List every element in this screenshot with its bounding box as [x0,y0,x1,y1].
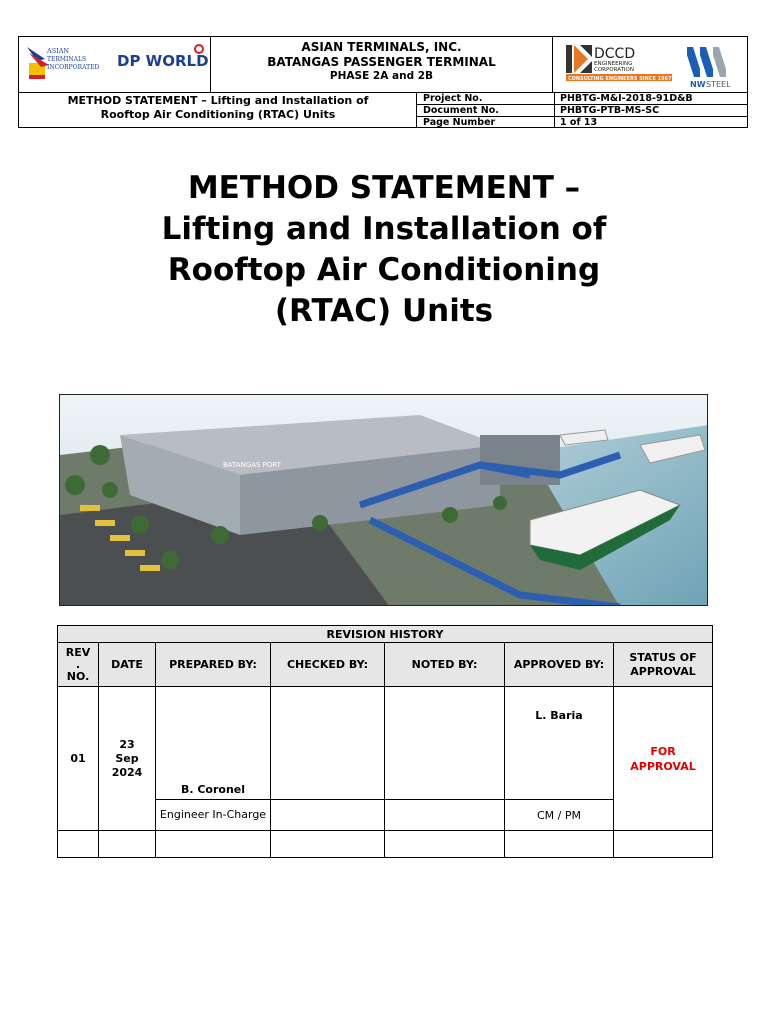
main-title [0,168,768,332]
title-line-1: METHOD STATEMENT – [187,170,581,206]
prepared-by-name: B. Coronel [156,687,271,800]
document-header [18,36,748,128]
prepared-by-role: Engineer In-Charge [156,800,271,831]
svg-text:STEEL: STEEL [706,80,731,89]
empty-cell [271,831,385,858]
terminal-rendering-image [59,394,708,606]
date-value: 23 Sep 2024 [99,687,156,831]
empty-cell [156,831,271,858]
ati-text: ASIAN [47,47,70,55]
title-line-4: (RTAC) Units [274,293,494,329]
status-of-approval-value: FOR APPROVAL [614,687,713,831]
col-approved-by: APPROVED BY: [505,643,614,687]
doc-title-line-1: METHOD STATEMENT – Lifting and Installation of [67,94,369,107]
company-name: ASIAN TERMINALS, INC. [301,40,462,54]
svg-text:TERMINALS: TERMINALS [47,56,87,63]
rev-no-value: 01 [58,687,99,831]
asian-terminals-logo [23,39,209,91]
empty-cell [58,831,99,858]
col-status-of-approval: STATUS OF APPROVAL [614,643,713,687]
empty-cell [385,831,505,858]
empty-cell [505,831,614,858]
svg-text:INCORPORATED: INCORPORATED [47,64,100,71]
project-no-label: Project No. [423,93,483,104]
checked-by-role-cell [271,800,385,831]
approved-by-name: L. Baria [505,687,614,800]
terminal-rendering-graphic [60,395,708,606]
ati-dpworld-logo-graphic [23,39,209,91]
building-sign-text: BATANGAS PORT [223,461,282,469]
svg-text:ENGINEERING: ENGINEERING [594,61,633,67]
dp-world-text: DP WORLD [117,52,209,70]
title-line-2: Lifting and Installation of [161,211,607,247]
col-prepared-by: PREPARED BY: [156,643,271,687]
checked-by-cell [271,687,385,800]
empty-cell [99,831,156,858]
project-no-value: PHBTG-M&I-2018-91D&B [560,93,693,104]
approved-by-role: CM / PM [505,800,614,831]
dccd-nwsteel-logo-graphic [554,39,747,91]
document-no-value: PHBTG-PTB-MS-SC [560,105,660,116]
col-date: DATE [99,643,156,687]
title-line-3: Rooftop Air Conditioning [167,252,601,288]
page-number-value: 1 of 13 [560,117,598,128]
empty-cell [614,831,713,858]
phase-label: PHASE 2A and 2B [329,70,434,82]
consultant-logos [554,39,747,91]
col-rev-no: REV . NO. [58,643,99,687]
svg-text:CONSULTING ENGINEERS SINCE 196: CONSULTING ENGINEERS SINCE 1967 [568,76,672,82]
noted-by-role-cell [385,800,505,831]
col-noted-by: NOTED BY: [385,643,505,687]
doc-title-line-2: Rooftop Air Conditioning (RTAC) Units [100,108,336,121]
col-checked-by: CHECKED BY: [271,643,385,687]
revision-history-table [57,625,713,858]
page-number-label: Page Number [423,117,496,128]
document-no-label: Document No. [423,105,499,116]
dccd-text: DCCD [594,46,636,62]
terminal-name: BATANGAS PASSENGER TERMINAL [267,55,496,69]
noted-by-cell [385,687,505,800]
svg-text:CORPORATION: CORPORATION [594,67,634,73]
revision-history-heading: REVISION HISTORY [58,626,713,643]
nw-steel-text: NW [690,80,706,89]
